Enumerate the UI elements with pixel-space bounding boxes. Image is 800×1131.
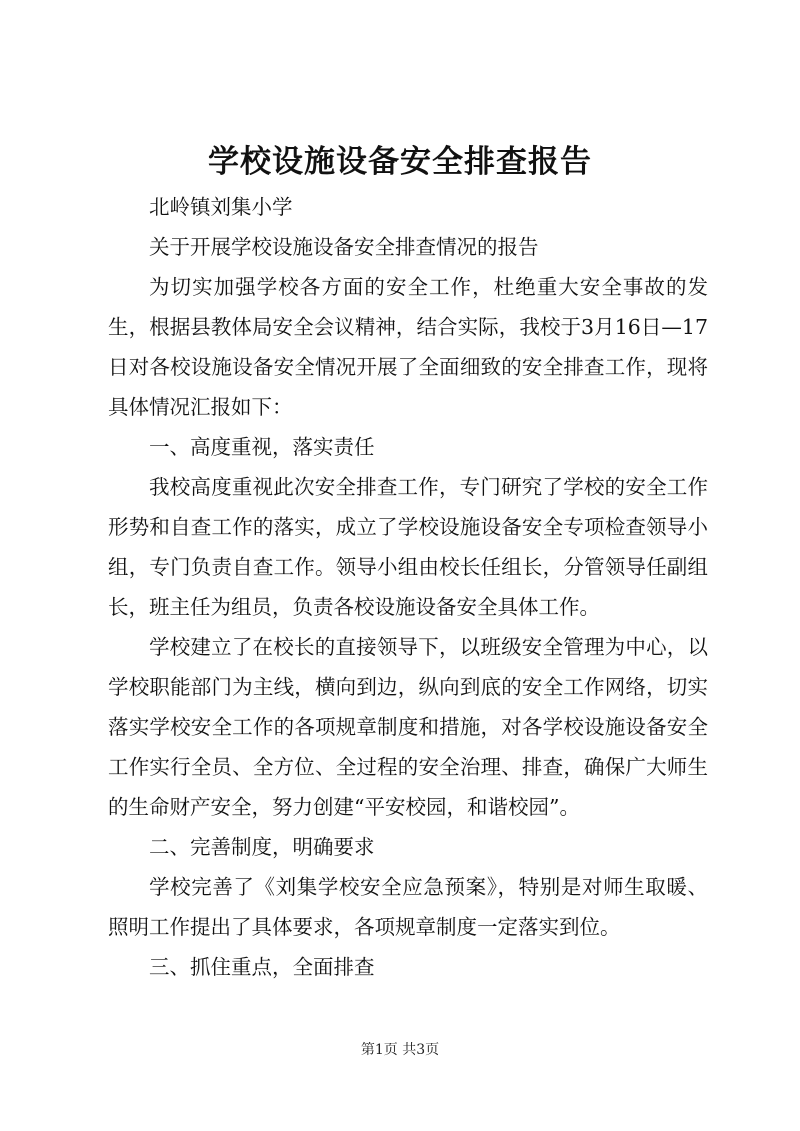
section-1-paragraph-1: 我校高度重视此次安全排查工作，专门研究了学校的安全工作形势和自查工作的落实，成立了学校设施设备安全专项检查领导小组，专门负责自查工作。领导小组由校长任组长，分管领导任副组长，班主任为组员，负责各校设施设备安全具体工作。 [108, 475, 708, 619]
document-body [108, 187, 708, 987]
section-1-paragraph-2: 学校建立了在校长的直接领导下，以班级安全管理为中心，以学校职能部门为主线，横向到边，纵向到底的安全工作网络，切实落实学校安全工作的各项规章制度和措施，对各学校设施设备安全工作实行全员、全方位、全过程的安全治理、排查，确保广大师生的生命财产安全，努力创建“平安校园，和谐校园”。 [108, 635, 708, 819]
section-heading-3: 三、抓住重点，全面排查 [149, 955, 375, 979]
school-name: 北岭镇刘集小学 [149, 195, 293, 219]
page-number-footer: 第1页 共3页 [360, 1042, 440, 1058]
section-2-paragraph-1: 学校完善了《刘集学校安全应急预案》，特别是对师生取暖、照明工作提出了具体要求，各项规章制度一定落实到位。 [108, 875, 708, 939]
section-heading-1: 一、高度重视，落实责任 [149, 435, 375, 459]
intro-paragraph: 为切实加强学校各方面的安全工作，杜绝重大安全事故的发生，根据县教体局安全会议精神，结合实际，我校于3月16日—17日对各校设施设备安全情况开展了全面细致的安全排查工作，现将具体情况汇报如下： [108, 275, 708, 419]
report-subtitle: 关于开展学校设施设备安全排查情况的报告 [149, 235, 539, 259]
section-heading-2: 二、完善制度，明确要求 [149, 835, 375, 859]
document-title: 学校设施设备安全排查报告 [208, 144, 592, 180]
